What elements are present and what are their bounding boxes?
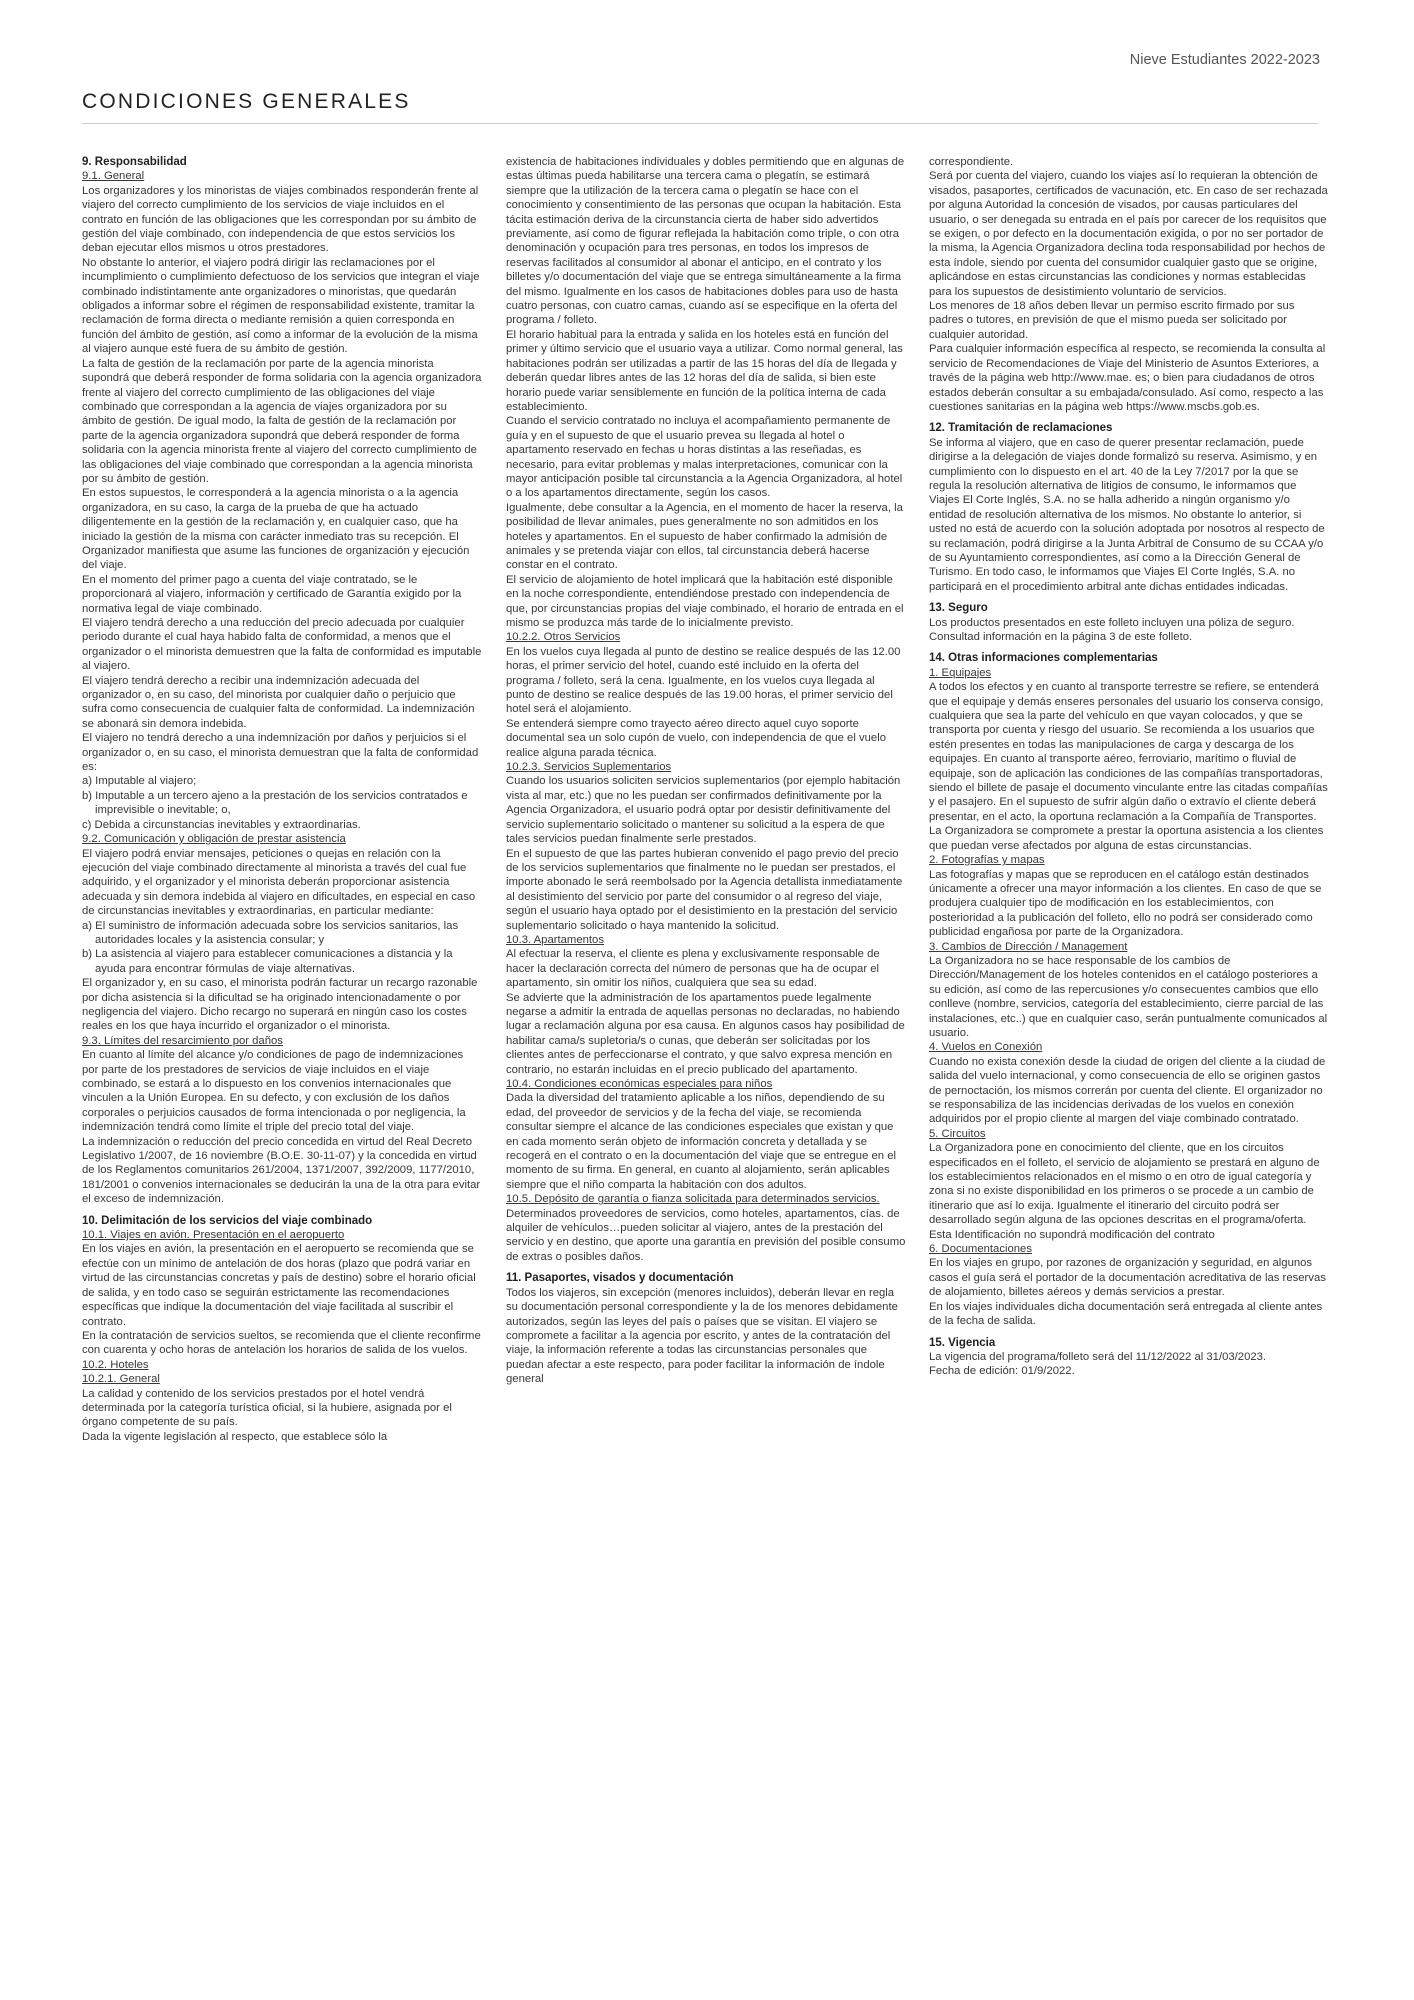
text-column-1 <box>82 155 482 1444</box>
paragraph: Para cualquier información específica al respecto, se recomienda la consulta al servicio de Recomendaciones de Viaje del Ministerio de Asuntos Exteriores, a través de la página web http://www.mae. es; o bien para ciudadanos de otros estados deberán consultar a su embajada/consulado. Así como, respecto a las cuestiones sanitarias en la página web https://www.mscbs.gob.es. <box>929 343 1326 413</box>
paragraph: Se informa al viajero, que en caso de querer presentar reclamación, puede dirigirse a la delegación de viajes donde formalizó su reserva. Asimismo, y en cumplimiento con lo dispuesto en el art. 40 de la Ley 7/2017 por la que se regula la resolución alternativa de litigios de consumo, le informamos que Viajes El Corte Inglés, S.A. no se halla adherido a ningún organismo y/o entidad de resolución alternativa de los mismos. No obstante lo anterior, si usted no está de acuerdo con la solución adoptada por nosotros al respecto de su reclamación, podrá dirigirse a la Junta Arbitral de Consumo de su CCAA y/o de su Ayuntamiento correspondientes, así como a la Dirección General de Turismo. En todo caso, le informamos que Viajes El Corte Inglés, S.A. no participará en el procedimiento arbitral ante dichas entidades indicadas. <box>929 436 1325 593</box>
paragraph: En los viajes individuales dicha documentación será entregada al cliente antes de la fecha de salida. <box>929 1300 1323 1328</box>
subsection-heading: 10.1. Viajes en avión. Presentación en el aeropuerto <box>82 1229 345 1242</box>
subsection-heading: 10.5. Depósito de garantía o fianza solicitada para determinados servicios. <box>506 1193 880 1206</box>
subsection-heading: 10.2. Hoteles <box>82 1358 149 1371</box>
paragraph: existencia de habitaciones individuales y dobles permitiendo que en algunas de estas últimas pueda habilitarse una tercera cama o plegatín, se estimará siempre que la utilización de la tercera cama o plegatín se hace con el conocimiento y consentimiento de las personas que ocupan la habitación. Esta tácita estimación deriva de la circunstancia cierta de haber sido advertidos previamente, así como de figurar reflejada la habitación como triple, o con otra denominación y ocupación para tres personas, en todos los impresos de reservas facilitados al consumidor al abonar el anticipo, en el contrato y los billetes y/o documentación del viaje que se entrega simultáneamente a la firma del mismo. Igualmente en los casos de habitaciones dobles para uso de hasta cuatro personas, con cuatro camas, cuando así se especifique en la oferta del programa / folleto. <box>506 156 905 327</box>
subsection-heading: 6. Documentaciones <box>929 1243 1032 1256</box>
page-title: CONDICIONES GENERALES <box>82 90 411 113</box>
subsection-heading: 9.3. Límites del resarcimiento por daños <box>82 1034 283 1047</box>
subsection-heading: 2. Fotografías y mapas <box>929 854 1045 867</box>
paragraph: Dada la diversidad del tratamiento aplicable a los niños, dependiendo de su edad, del proveedor de servicios y de la fecha del viaje, se recomienda consultar siempre el alcance de las condiciones especiales que existan y que en cada momento serán objeto de información concreta y detallada y se recogerá en el contrato o en la documentación del viaje que se entregue en el momento de su firma. En general, en cuanto al alojamiento, serán aplicables siempre que el niño comparta la habitación con dos adultos. <box>506 1092 897 1191</box>
paragraph: Los menores de 18 años deben llevar un permiso escrito firmado por sus padres o tutores, en previsión de que el mismo pueda ser solicitado por cualquier autoridad. <box>929 300 1295 341</box>
paragraph: El horario habitual para la entrada y salida en los hoteles está en función del primer y último servicio que el usuario vaya a utilizar. Como normal general, las habitaciones podrán ser utilizadas a partir de las 15 horas del día de llegada y deberán quedar libres antes de las 12 horas del día de salida, si bien este horario puede variar sensiblemente en función de la política interna de cada establecimiento. <box>506 328 903 413</box>
paragraph: En la contratación de servicios sueltos, se recomienda que el cliente reconfirme con cuarenta y ocho horas de antelación los horarios de salida de los vuelos. <box>82 1329 481 1357</box>
paragraph: Los productos presentados en este folleto incluyen una póliza de seguro. Consultad información en la página 3 de este folleto. <box>929 616 1295 643</box>
paragraph: En el supuesto de que las partes hubieran convenido el pago previo del precio de los servicios suplementarios que finalmente no le puedan ser prestados, el importe abonado le será reembolsado por la Agencia detallista inmediatamente al desistimiento del servicio por parte del consumidor o al regreso del viaje, según el usuario haya optado por el desistimiento en la prestación del servicio suplementario solicitado o haya mantenido la solicitud. <box>506 847 903 932</box>
paragraph: En los vuelos cuya llegada al punto de destino se realice después de las 12.00 horas, el primer servicio del hotel, cuando esté incluido en la oferta del programa / folleto, será la cena. Igualmente, en los vuelos cuya llegada al punto de destino se realice después de las 19.00 horas, el primer servicio del hotel será el alojamiento. <box>506 645 901 716</box>
title-divider <box>82 123 1318 124</box>
paragraph: Cuando los usuarios soliciten servicios suplementarios (por ejemplo habitación vista al mar, etc.) que no les puedan ser confirmados definitivamente por la Agencia Organizadora, el usuario podrá optar por desistir definitivamente del servicio suplementario solicitado o mantener su solicitud a la espera de que tales servicios puedan finalmente serle prestados. <box>506 775 901 846</box>
section-heading: 11. Pasaportes, visados y documentación <box>506 1272 734 1285</box>
paragraph: Al efectuar la reserva, el cliente es plena y exclusivamente responsable de hacer la declaración correcta del número de personas que ha de ocupar el apartamento, sin omitir los niños, cualquiera que sea su edad. <box>506 948 880 990</box>
paragraph: El organizador y, en su caso, el minorista podrán facturar un recargo razonable por dicha asistencia si la dificultad se ha originado intencionadamente o por negligencia del viajero. Dicho recargo no superará en ningún caso los costes reales en los que haya incurrido el organizador o el minorista. <box>82 977 478 1033</box>
subsection-heading: 4. Vuelos en Conexión <box>929 1041 1043 1054</box>
paragraph: El viajero no tendrá derecho a una indemnización por daños y perjuicios si el organizador o, en su caso, el minorista demuestran que la falta de conformidad es: <box>82 732 479 774</box>
paragraph: Se entenderá siempre como trayecto aéreo directo aquel cuyo soporte documental sea un solo cupón de vuelo, con independencia de que el vuelo realice alguna parada técnica. <box>506 717 886 759</box>
subsection-heading: 3. Cambios de Dirección / Management <box>929 940 1128 953</box>
paragraph: Todos los viajeros, sin excepción (menores incluidos), deberán llevar en regla su documentación personal correspondiente y la de los menores debidamente autorizados, según las leyes del país o países que se visitan. El viajero se compromete a facilitar a la agencia por escrito, y antes de la contratación del viaje, la información referente a todas las circunstancias personales que puedan afectar a este respecto, para poder facilitar la información de índole general <box>506 1286 898 1386</box>
paragraph: En el momento del primer pago a cuenta del viaje contratado, se le proporcionará al viajero, información y certificado de Garantía exigido por la normativa legal de viaje combinado. <box>82 573 462 615</box>
section-heading: 15. Vigencia <box>929 1336 996 1349</box>
subsection-heading: 10.2.3. Servicios Suplementarios <box>506 761 672 774</box>
paragraph: Determinados proveedores de servicios, como hoteles, apartamentos, cías. de alquiler de vehículos…pueden solicitar al viajero, antes de la prestación del servicio y en destino, que aporte una garantía en previsión del posible consumo de extras o posibles daños. <box>506 1207 906 1263</box>
subsection-heading: 1. Equipajes <box>929 666 992 679</box>
paragraph: Los organizadores y los minoristas de viajes combinados responderán frente al viajero del correcto cumplimiento de los servicios de viaje incluidos en el contrato en función de las obligaciones que les correspondan por su ámbito de gestión del viaje combinado, con independencia de que estos servicios los deban ejecutar ellos mismos u otros prestadores. <box>82 184 479 255</box>
paragraph: La vigencia del programa/folleto será del 11/12/2022 al 31/03/2023. <box>929 1350 1267 1363</box>
subsection-heading: 10.2.2. Otros Servicios <box>506 631 621 644</box>
paragraph: La Organizadora no se hace responsable de los cambios de Dirección/Management de los hoteles contenidos en el catálogo posteriores a su edición, así como de las repercusiones y/o consecuentes cambios que ello conlleve (nombre, servicios, categoría del establecimiento, cierre parcial de las instalaciones, etc..) que en cualquier caso, serán puntualmente comunicados al usuario. <box>929 954 1328 1039</box>
paragraph: La Organizadora pone en conocimiento del cliente, que en los circuitos especificados en el folleto, el servicio de alojamiento se prestará en alguno de los establecimientos relacionados en el mismo o en otro de igual categoría y zona si no existe disponibilidad en los primeros o se procede a un cambio de itinerario que así lo exija. Igualmente el itinerario del circuito podrá ser desarrollado según alguna de las opciones descritas en el programa/oferta. Esta Identificación no supondrá modificación del contrato <box>929 1142 1320 1241</box>
paragraph: El viajero podrá enviar mensajes, peticiones o quejas en relación con la ejecución del viaje combinado directamente al minorista a través del cual fue adquirido, y el organizador y el minorista deberán proporcionar asistencia adecuada y sin demora indebida al viajero en dificultades, en especial en caso de circunstancias inevitables y extraordinarias, en particular mediante: <box>82 847 476 918</box>
paragraph: La indemnización o reducción del precio concedida en virtud del Real Decreto Legislativo 1/2007, de 16 noviembre (B.O.E. 30-11-07) y la concedida en virtud de los Reglamentos comunitarios 261/2004, 1371/2007, 392/2009, 1177/2010, 181/2001 o convenios internacionales se deducirán la una de la otra para evitar el exceso de indemnización. <box>82 1135 481 1206</box>
paragraph: Será por cuenta del viajero, cuando los viajes así lo requieran la obtención de visados, pasaportes, certificados de vacunación, etc. En caso de ser rechazada por alguna Autoridad la concesión de visados, por causas particulares del usuario, o ser denegada su entrada en el país por carecer de los requisitos que se exigen, o por defecto en la documentación exigida, o por no ser portador de la misma, la Agencia Organizadora declina toda responsabilidad por hechos de esta índole, siendo por cuenta del consumidor cualquier gasto que se origine, aplicándose en estas circunstancias las condiciones y normas establecidas para los supuestos de desistimiento voluntario de servicios. <box>929 170 1328 298</box>
paragraph: Cuando no exista conexión desde la ciudad de origen del cliente a la ciudad de salida del vuelo internacional, y como consecuencia de ello se originen gastos de pernoctación, los mismos correrán por cuenta del cliente. El organizador no se responsabiliza de las incidencias derivadas de los vuelos en conexión adquiridos por el propio cliente al margen del viaje combinado contratado. <box>929 1055 1326 1126</box>
subsection-heading: 10.2.1. General <box>82 1373 160 1386</box>
subsection-heading: 5. Circuitos <box>929 1127 986 1140</box>
list-item: a) Imputable al viajero; <box>82 775 197 788</box>
paragraph: A todos los efectos y en cuanto al transporte terrestre se refiere, se entenderá que el equipaje y demás enseres personales del usuario los conserva consigo, cualquiera que sea la parte del vehículo en que vayan colocados, y que se transporta por cuenta y riesgo del usuario. Se recomienda a los usuarios que estén presentes en todas las manipulaciones de carga y descarga de los equipajes. En cuanto al transporte aéreo, ferroviario, marítimo o fluvial de equipaje, son de aplicación las condiciones de las compañías transportadoras, siendo el billete de pasaje el documento vinculante entre las citadas compañías y el pasajero. En el supuesto de sufrir algún daño o extravío el cliente deberá presentar, en el acto, la oportuna reclamación a la Compañía de Transportes. La Organizadora se compromete a prestar la oportuna asistencia a los clientes que puedan verse afectados por alguna de estas circunstancias. <box>929 681 1328 852</box>
paragraph: En los viajes en avión, la presentación en el aeropuerto se recomienda que se efectúe con un mínimo de antelación de dos horas (plazo que podrá variar en virtud de las circunstancias concretas y país de destino) sobre el horario oficial de salida, y en todo caso se seguirán estrictamente las recomendaciones específicas que indique la documentación del viaje facilitada al suscribir el contrato. <box>82 1243 476 1328</box>
list-item: b) Imputable a un tercero ajeno a la prestación de los servicios contratados e imprevisible o inevitable; o, <box>82 789 468 817</box>
terms-body <box>82 155 1328 1975</box>
paragraph: Cuando el servicio contratado no incluya el acompañamiento permanente de guía y en el supuesto de que el usuario prevea su llegada al hotel o apartamento reservado en fechas u horas distintas a las reseñadas, es necesario, para evitar problemas y malas interpretaciones, comunicar con la mayor anticipación posible tal circunstancia a la Agencia Organizadora, al hotel o a los apartamentos directamente, según los casos. <box>506 415 903 500</box>
subsection-heading: 9.1. General <box>82 170 145 183</box>
list-item: c) Debida a circunstancias inevitables y extraordinarias. <box>82 818 361 831</box>
paragraph: correspondiente. <box>929 156 1014 168</box>
paragraph: Fecha de edición: 01/9/2022. <box>929 1365 1075 1378</box>
paragraph: La falta de gestión de la reclamación por parte de la agencia minorista supondrá que deberá responder de forma solidaria con la agencia organizadora frente al viajero del correcto cumplimiento de las obligaciones del viaje combinado que correspondan a la agencia de viajes organizadora por su ámbito de gestión. De igual modo, la falta de gestión de la reclamación por parte de la agencia organizadora supondrá que deberá responder de forma solidaria con la agencia minorista frente al viajero del correcto cumplimiento de las obligaciones del viaje combinado que correspondan a la agencia minorista por su ámbito de gestión. <box>82 357 482 485</box>
paragraph: Las fotografías y mapas que se reproducen en el catálogo están destinados únicamente a ofrecer una mayor información a los clientes. En caso de que se produjera cualquier tipo de modificación en los establecimientos, con posterioridad a la publicación del folleto, ello no podrá ser considerado como publicidad engañosa por parte de la Organizadora. <box>929 868 1322 939</box>
section-heading: 10. Delimitación de los servicios del viaje combinado <box>82 1214 373 1227</box>
subsection-heading: 10.4. Condiciones económicas especiales para niños <box>506 1078 773 1090</box>
paragraph: El viajero tendrá derecho a una reducción del precio adecuada por cualquier periodo durante el cual haya habido falta de conformidad, a menos que el organizador o el minorista demuestren que la falta de conformidad es imputable al viajero. <box>82 617 482 673</box>
section-heading: 13. Seguro <box>929 602 988 615</box>
paragraph: El servicio de alojamiento de hotel implicará que la habitación esté disponible en la noche correspondiente, entendiéndose prestado con independencia de que, por circunstancias propias del viaje combinado, el horario de entrada en el mismo se produzca más tarde de lo inicialmente previsto. <box>506 573 904 629</box>
text-column-3 <box>929 155 1329 1379</box>
section-heading: 9. Responsabilidad <box>82 156 187 168</box>
paragraph: En cuanto al límite del alcance y/o condiciones de pago de indemnizaciones por parte de los prestadores de servicios de viaje incluidos en el viaje combinado, se estará a lo dispuesto en los convenios internacionales que vinculen a la Unión Europea. En su defecto, y con exclusión de los daños corporales o perjuicios causados de forma intencionada o por negligencia, la indemnización tendrá como límite el triple del precio total del viaje. <box>82 1049 466 1134</box>
brochure-title: Nieve Estudiantes 2022-2023 <box>1129 52 1320 68</box>
section-heading: 14. Otras informaciones complementarias <box>929 652 1158 665</box>
paragraph: No obstante lo anterior, el viajero podrá dirigir las reclamaciones por el incumplimiento o cumplimiento defectuoso de los servicios que integran el viaje combinado indistintamente ante organizadores o minoristas, que quedarán obligados a informar sobre el régimen de responsabilidad existente, tramitar la reclamación de forma directa o mediante remisión a quien corresponda en función del ámbito de gestión, así como a informar de la evolución de la misma al viajero aunque esté fuera de su ámbito de gestión. <box>82 256 480 356</box>
text-column-2 <box>506 155 906 1387</box>
paragraph: Se advierte que la administración de los apartamentos puede legalmente negarse a admitir la entrada de aquellas personas no declaradas, no habiendo lugar a reclamación alguna por esa causa. En algunos casos hay posibilidad de habilitar cama/s supletoria/s o cunas, que deberán ser solicitadas por los clientes antes de perfeccionarse el contrato, y que salvo expresa mención en contrario, no estarán incluidas en el precio publicado del apartamento. <box>506 991 905 1076</box>
subsection-heading: 9.2. Comunicación y obligación de prestar asistencia <box>82 833 346 846</box>
paragraph: El viajero tendrá derecho a recibir una indemnización adecuada del organizador o, en su caso, del minorista por cualquier daño o perjuicio que sufra como consecuencia de cualquier falta de conformidad. La indemnización se abonará sin demora indebida. <box>82 674 475 730</box>
paragraph: En estos supuestos, le corresponderá a la agencia minorista o a la agencia organizadora, en su caso, la carga de la prueba de que ha actuado diligentemente en la gestión de la reclamación y, en cualquier caso, que ha iniciado la gestión de la misma con carácter inmediato tras su recepción. El Organizador manifiesta que asume las funciones de organización y ejecución del viaje. <box>82 487 470 572</box>
list-item: b) La asistencia al viajero para establecer comunicaciones a distancia y la ayuda para encontrar fórmulas de viaje alternativas. <box>82 948 453 975</box>
subsection-heading: 10.3. Apartamentos <box>506 933 604 946</box>
paragraph: Dada la vigente legislación al respecto, que establece sólo la <box>82 1430 388 1443</box>
paragraph: En los viajes en grupo, por razones de organización y seguridad, en algunos casos el guía será el portador de la documentación acreditativa de las reservas de alojamiento, billetes aéreos y demás servicios a prestar. <box>929 1257 1326 1299</box>
list-item: a) El suministro de información adecuada sobre los servicios sanitarios, las autoridades locales y la asistencia consular; y <box>82 919 459 946</box>
paragraph: La calidad y contenido de los servicios prestados por el hotel vendrá determinada por la categoría turística oficial, si la hubiere, asignada por el órgano competente de su país. <box>82 1387 452 1429</box>
section-heading: 12. Tramitación de reclamaciones <box>929 422 1113 435</box>
paragraph: Igualmente, debe consultar a la Agencia, en el momento de hacer la reserva, la posibilidad de llevar animales, pues generalmente no son admitidos en los hoteles y apartamentos. En el supuesto de haber confirmado la admisión de animales y se pretenda viajar con ellos, tal circunstancia deberá hacerse constar en el contrato. <box>506 501 903 572</box>
